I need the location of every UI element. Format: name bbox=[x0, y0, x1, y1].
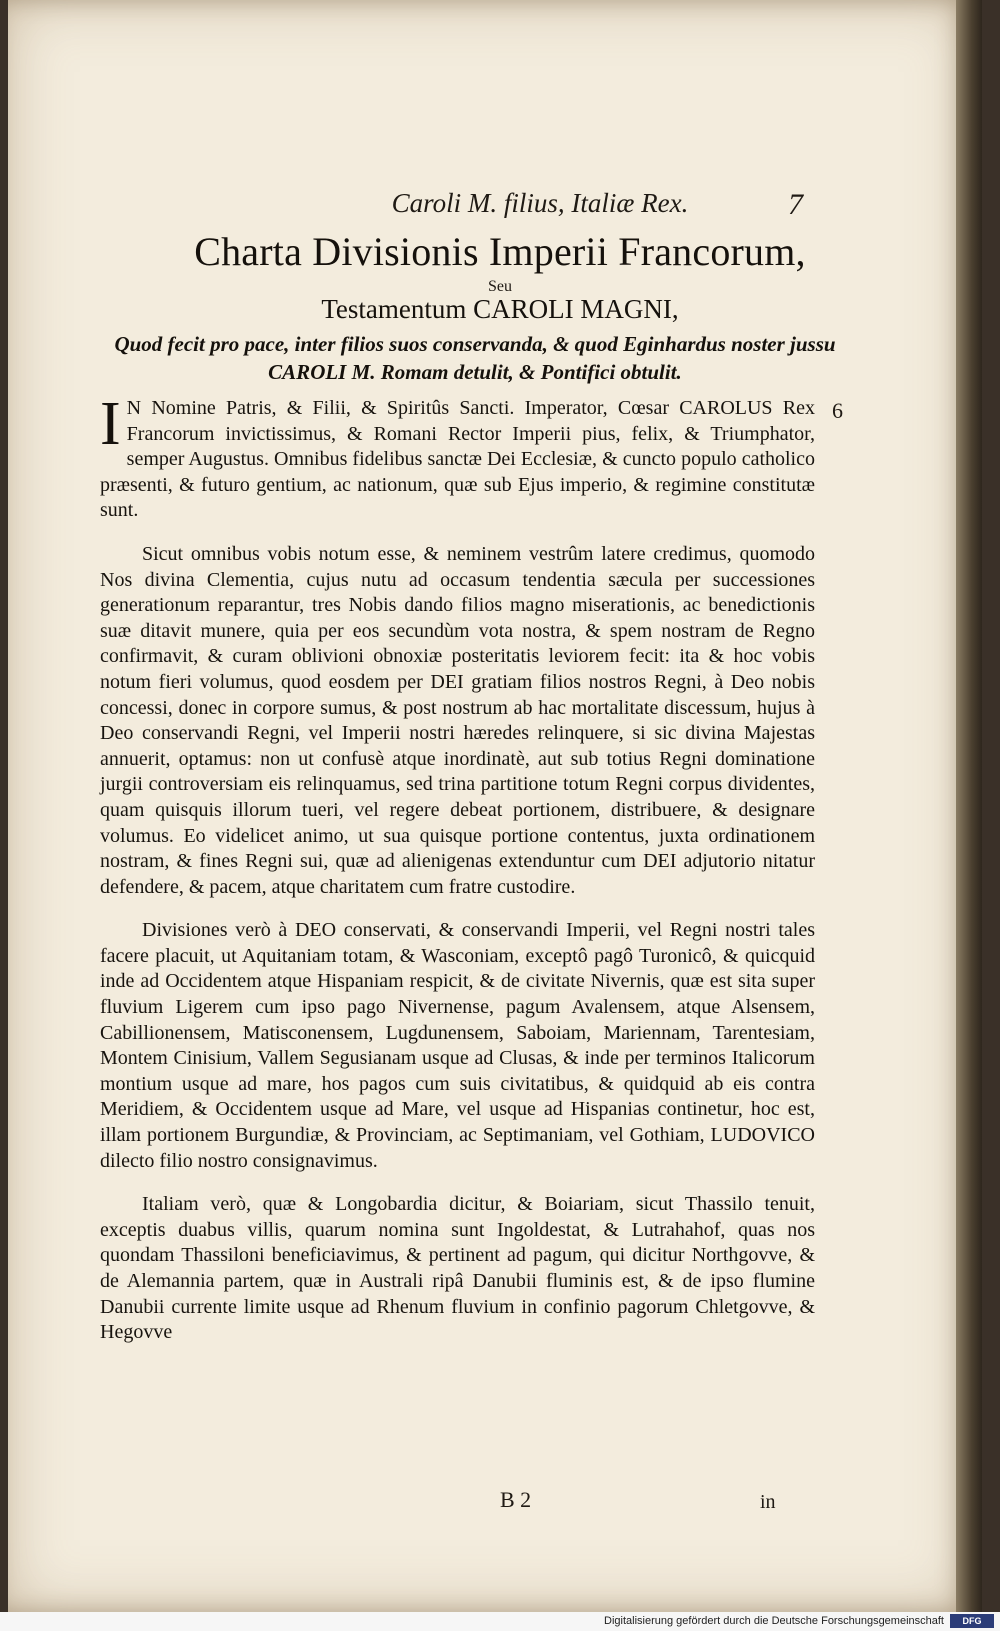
footer-credit: Digitalisierung gefördert durch die Deutsche Forschungsgemeinschaft bbox=[604, 1615, 944, 1627]
document-purpose: Quod fecit pro pace, inter filios suos conservanda, & quod Eginhardus noster jussu CAROLI M. Romam detulit, & Pontifici obtulit. bbox=[114, 332, 836, 384]
digitization-footer bbox=[0, 1612, 1000, 1631]
signature-mark: B 2 bbox=[500, 1487, 532, 1512]
page-number: 7 bbox=[788, 188, 803, 221]
running-head: Caroli M. filius, Italiæ Rex. bbox=[391, 188, 689, 218]
paragraph-text: N Nomine Patris, & Filii, & Spiritûs Sancti. Imperator, Cœsar CAROLUS Rex Francorum invictissimus, & Romani Rector Imperii pius, felix, & Triumphator, semper Augustus. Omnibus fidelibus sanctæ Dei Ecclesiæ, & cuncto populo catholico præsenti, & futuro gentium, ac nationum, quæ sub Ejus imperio, & regimine constitutæ sunt. bbox=[100, 397, 815, 522]
margin-number: 6 bbox=[832, 398, 843, 423]
paragraph: Divisiones verò à DEO conservati, & conservandi Imperii, vel Regni nostri tales facere placuit, ut Aquitaniam totam, & Wasconiam, exceptô pagô Turonicô, & quicquid inde ad Occidentem atque Hispaniam respicit, & de civitate Nivernis, quæ est sita super fluvium Ligerem cum ipso pago Nivernense, pagum Avalensem, atque Alsensem, Cabillionensem, Matisconensem, Lugdunensem, Saboiam, Mariennam, Tarentesiam, Montem Cinisium, Vallem Segusianam usque ad Clusas, & inde per terminos Italicorum montium usque ad mare, hos pagos cum suis civitatibus, & quidquid ab eis contra Meridiem, & Occidentem usque ad Mare, vel usque ad Hispanias continetur, hoc est, illam portionem Burgundiæ, & Provinciam, ac Septimaniam, vel Gothiam, LUDOVICO dilecto filio nostro consignavimus. bbox=[100, 919, 815, 1172]
document-title: Charta Divisionis Imperii Francorum, bbox=[194, 229, 806, 274]
drop-cap: I bbox=[100, 390, 121, 458]
body-text bbox=[100, 390, 815, 1364]
paragraph: Sicut omnibus vobis notum esse, & neminem vestrûm latere credimus, quomodo Nos divina Clementia, cujus nutu ad occasum tendentia sæcula per successiones generationum reparantur, tres Nobis dando filios magno miserationis, ac benedictionis suæ ditavit munere, quia per eos secundùm vota nostra, & spem nostram de Regno confirmavit, & curam oblivioni obnoxiæ posteritatis leviorem fecit: ita & hoc vobis notum fieri volumus, quod eosdem per DEI gratiam filios nostros Regni, à Deo nobis concessi, donec in corpore sumus, & post nostrum ab hac mortalitate discessum, hujus à Deo conservandi Regni, vel Imperii nostri hæredes relinquere, si sic divina Majestas annuerit, optamus: non ut confusè atque inordinatè, aut sub totius Regni dominatione jurgii controversiam eis relinquamus, sed trina partitione totum Regni corpus dividentes, quam quisquis illorum tueri, vel regere debeat portionem, distribuere, & designare volumus. Eo videlicet animo, ut sua quisque portione contentus, juxta ordinationem nostram, & fines Regni sui, quæ ad alienigenas extenduntur cum DEI adjutorio nitatur defendere, & pacem, atque charitatem cum fratre custodire. bbox=[100, 542, 815, 898]
book-binding-edge bbox=[956, 0, 982, 1612]
dfg-logo[interactable]: DFG bbox=[950, 1614, 994, 1628]
document-subtitle: Testamentum CAROLI MAGNI, bbox=[321, 294, 679, 324]
paragraph bbox=[100, 390, 815, 524]
catchword: in bbox=[760, 1491, 776, 1513]
paragraph: Italiam verò, quæ & Longobardia dicitur, & Boiariam, sicut Thassilo tenuit, exceptis duabus villis, quarum nomina sunt Ingoldestat, & Lutrahahof, quas nos quondam Thassiloni beneficiavimus, & pertinent ad pagum, qui dicitur Northgovve, & de Alemannia partem, quæ in Australi ripâ Danubii fluminis est, & de ipso flumine Danubii currente limite usque ad Rhenum fluvium in confinio pagorum Chletgovve, & Hegovve bbox=[100, 1193, 815, 1344]
title-connector: Seu bbox=[488, 278, 512, 295]
